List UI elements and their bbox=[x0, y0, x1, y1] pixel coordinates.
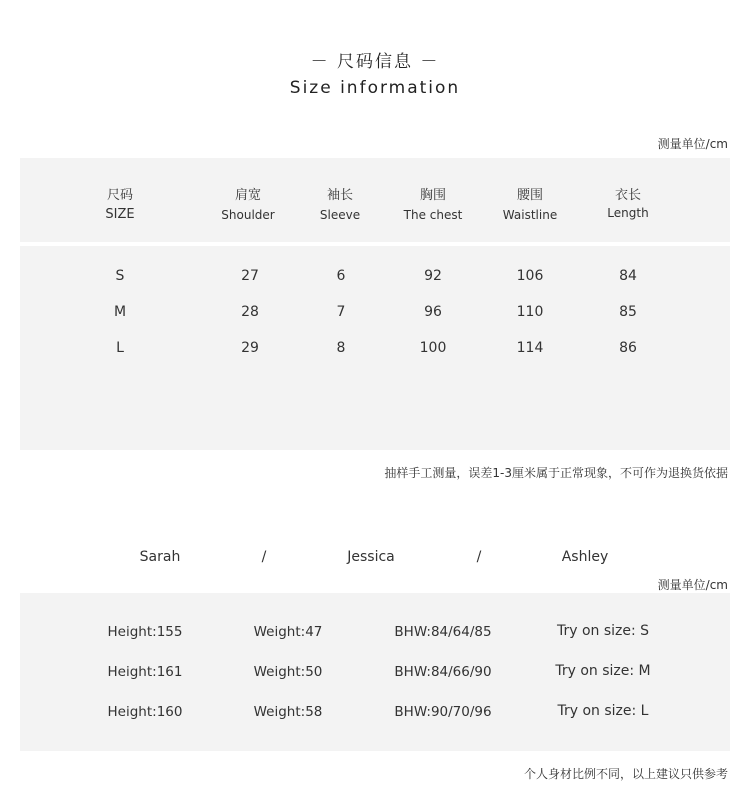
model-cell: BHW:90/70/96 bbox=[394, 704, 492, 720]
table-cell: 8 bbox=[336, 340, 346, 356]
unit-label: 测量单位/cm bbox=[657, 137, 728, 151]
model-name-jessica: Jessica bbox=[347, 549, 395, 565]
model-cell: Weight:50 bbox=[253, 664, 323, 680]
table-cell: 114 bbox=[516, 340, 544, 356]
table-cell: 28 bbox=[241, 304, 259, 320]
model-name-ashley: Ashley bbox=[561, 549, 609, 565]
model-cell: Weight:58 bbox=[253, 704, 323, 720]
section-title-en: Size information bbox=[289, 78, 461, 98]
header-chest-cn: 胸围 bbox=[419, 188, 446, 203]
header-shoulder-cn: 肩宽 bbox=[234, 188, 261, 203]
model-cell: BHW:84/66/90 bbox=[394, 664, 492, 680]
measurement-note: 抽样手工测量，误差1-3厘米属于正常现象，不可作为退换货依据 bbox=[384, 466, 728, 480]
header-chest-en: The chest bbox=[403, 208, 463, 222]
header-length-en: Length bbox=[607, 206, 649, 220]
header-size-cn: 尺码 bbox=[106, 188, 133, 203]
header-length-cn: 衣长 bbox=[614, 188, 641, 203]
model-cell: Try on size: L bbox=[557, 703, 649, 719]
header-shoulder-en: Shoulder bbox=[221, 208, 275, 222]
model-cell: Try on size: M bbox=[555, 663, 651, 679]
model-cell: BHW:84/64/85 bbox=[394, 624, 492, 640]
model-cell: Try on size: S bbox=[556, 623, 650, 639]
table-cell: 84 bbox=[619, 268, 637, 284]
header-waistline-en: Waistline bbox=[502, 208, 558, 222]
table-cell: 86 bbox=[619, 340, 637, 356]
model-name-sarah: Sarah bbox=[139, 549, 181, 565]
table-cell: 7 bbox=[336, 304, 346, 320]
table-cell: 92 bbox=[424, 268, 442, 284]
header-size-en: SIZE bbox=[105, 207, 135, 222]
model-note: 个人身材比例不同，以上建议只供参考 bbox=[523, 767, 728, 781]
model-cell: Height:161 bbox=[107, 664, 183, 680]
table-cell: 110 bbox=[516, 304, 544, 320]
table-cell: 100 bbox=[419, 340, 447, 356]
model-cell: Height:155 bbox=[107, 624, 183, 640]
header-waistline-cn: 腰围 bbox=[516, 188, 543, 203]
table-cell: 27 bbox=[241, 268, 259, 284]
table-cell: 85 bbox=[619, 304, 637, 320]
header-sleeve-en: Sleeve bbox=[319, 208, 361, 222]
table-cell: 106 bbox=[516, 268, 544, 284]
table-cell: L bbox=[116, 340, 124, 356]
section-title-cn: － 尺码信息 － bbox=[310, 52, 440, 72]
table-cell: M bbox=[113, 304, 127, 320]
model-cell: Weight:47 bbox=[253, 624, 323, 640]
model-cell: Height:160 bbox=[107, 704, 183, 720]
table-cell: 96 bbox=[424, 304, 442, 320]
model-name-separator: / bbox=[261, 549, 267, 565]
model-name-separator: / bbox=[476, 549, 482, 565]
header-sleeve-cn: 袖长 bbox=[326, 188, 353, 203]
model-unit-label: 测量单位/cm bbox=[657, 578, 728, 592]
table-cell: S bbox=[115, 268, 125, 284]
table-cell: 6 bbox=[336, 268, 346, 284]
table-cell: 29 bbox=[241, 340, 259, 356]
